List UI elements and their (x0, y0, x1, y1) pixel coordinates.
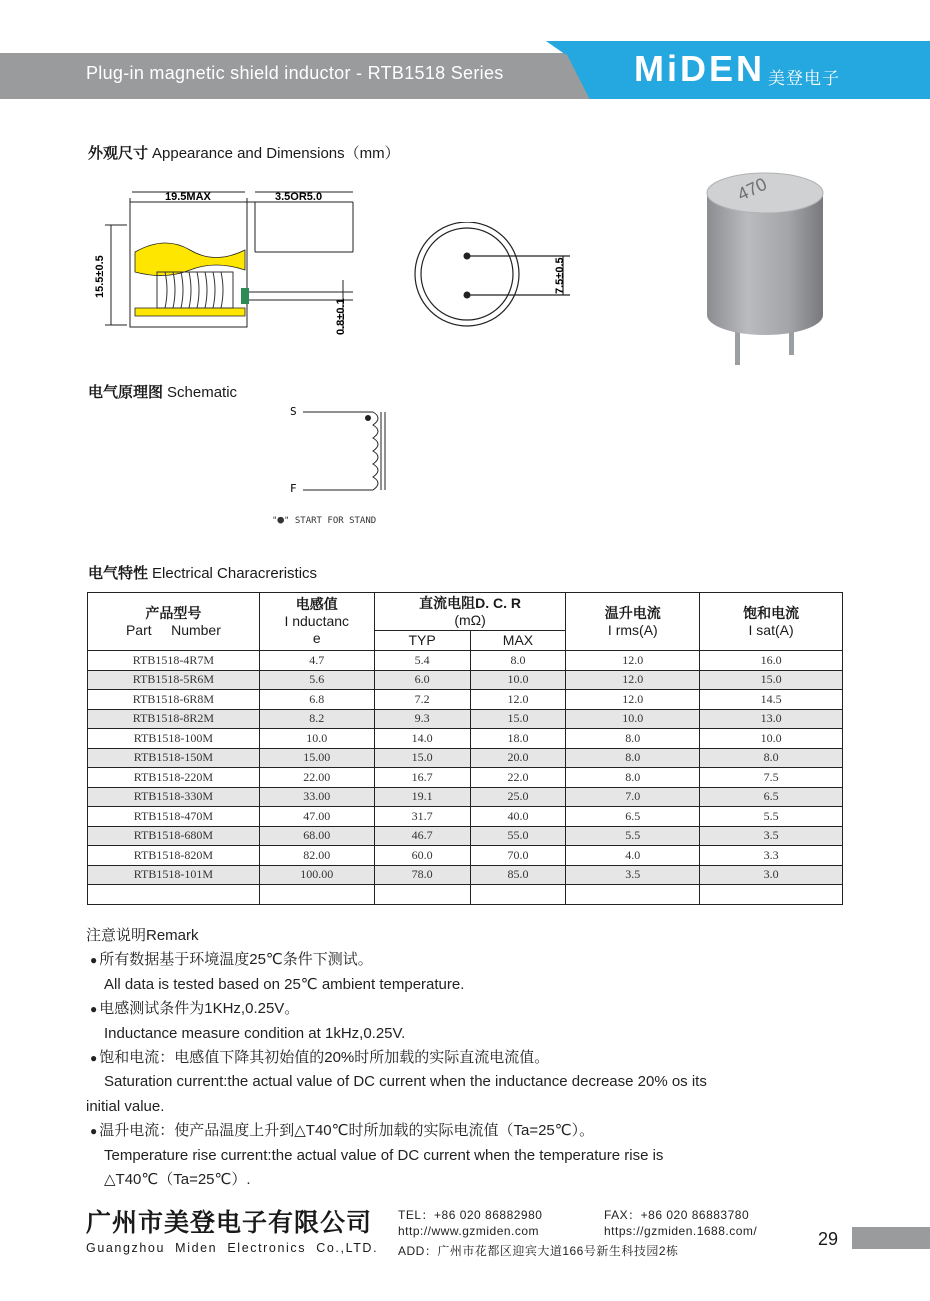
lead-green-mark (241, 288, 249, 304)
electrical-heading-en: Electrical Characreristics (152, 565, 318, 582)
table-cell: 46.7 (374, 826, 470, 846)
table-cell: 3.3 (700, 846, 843, 866)
table-cell: 33.00 (259, 787, 374, 807)
table-cell: 7.2 (374, 690, 470, 710)
table-cell: 16.7 (374, 768, 470, 788)
table-cell: 15.00 (259, 748, 374, 768)
table-cell: 12.0 (470, 690, 566, 710)
remark-2-en: Inductance measure condition at 1kHz,0.25V. (104, 1024, 406, 1042)
electrical-heading (88, 562, 317, 583)
table-cell: 15.0 (470, 709, 566, 729)
table-cell: RTB1518-4R7M (88, 651, 260, 671)
table-cell: RTB1518-5R6M (88, 670, 260, 690)
table-row (88, 807, 843, 827)
remark-3-en-cont: initial value. (86, 1097, 165, 1115)
table-cell: 22.0 (470, 768, 566, 788)
remark-2-cn: ● 电感测试条件为1KHz,0.25V。 (86, 997, 846, 1021)
footer-address: ADD：广州市花都区迎宾大道166号新生科技园2栋 (398, 1244, 679, 1258)
th-isat (700, 593, 843, 651)
th-dcr (374, 593, 566, 631)
table-cell: 10.0 (470, 670, 566, 690)
remark-1-en: All data is tested based on 25℃ ambient temperature. (104, 975, 465, 993)
bottom-view-drawing (405, 222, 575, 327)
table-cell: 47.00 (259, 807, 374, 827)
table-cell: 19.1 (374, 787, 470, 807)
table-cell: 8.0 (566, 748, 700, 768)
table-cell: 14.0 (374, 729, 470, 749)
note-quote-open: " (272, 516, 278, 526)
spec-table-body (88, 651, 843, 905)
appearance-heading (88, 142, 400, 163)
table-cell: 6.5 (566, 807, 700, 827)
dim-width-label: 19.5MAX (165, 191, 211, 203)
table-cell: 8.0 (566, 768, 700, 788)
appearance-heading-cn: 外观尺寸 (88, 145, 149, 162)
table-row (88, 787, 843, 807)
table-cell: 8.0 (470, 651, 566, 671)
table-cell: 7.5 (700, 768, 843, 788)
table-row (88, 709, 843, 729)
coil-windings (157, 272, 233, 308)
table-cell: 9.3 (374, 709, 470, 729)
table-cell: 31.7 (374, 807, 470, 827)
label-f: F (290, 482, 297, 495)
pin-hole-top (464, 253, 471, 260)
remark-4-en-cont: △T40℃（Ta=25℃）. (104, 1171, 251, 1189)
product-marking: 470 (734, 173, 770, 205)
brand-logo-cn: 美登电子 (768, 69, 840, 88)
table-cell: 15.0 (700, 670, 843, 690)
company-name-cn: 广州市美登电子有限公司 (86, 1209, 373, 1237)
table-cell: 6.8 (259, 690, 374, 710)
table-cell (88, 885, 260, 905)
pin-hole-bottom (464, 292, 471, 299)
table-cell: 5.5 (566, 826, 700, 846)
table-cell: 22.00 (259, 768, 374, 788)
table-row (88, 826, 843, 846)
start-dot (365, 415, 371, 421)
th-dcr-unit: (mΩ) (454, 611, 486, 628)
table-cell (566, 885, 700, 905)
th-ind-en: I nductanc (284, 613, 350, 629)
table-cell: RTB1518-8R2M (88, 709, 260, 729)
table-cell: RTB1518-101M (88, 865, 260, 885)
footer-website[interactable]: http://www.gzmiden.com (398, 1224, 540, 1238)
table-cell: 8.0 (566, 729, 700, 749)
coil-symbol (373, 412, 378, 490)
table-cell: 3.5 (566, 865, 700, 885)
table-cell (700, 885, 843, 905)
remark-4-cn: ● 温升电流：使产品温度上升到△T40℃时所加载的实际电流值（Ta=25℃）。 (86, 1119, 846, 1143)
schematic-heading-cn: 电气原理图 (88, 384, 164, 401)
table-cell: 8.2 (259, 709, 374, 729)
brand-logo: MiDEN (634, 48, 765, 89)
schematic-diagram (285, 400, 405, 500)
th-part-en: Part Number (125, 621, 221, 638)
table-cell: RTB1518-150M (88, 748, 260, 768)
table-cell: 60.0 (374, 846, 470, 866)
footer-tel: TEL：+86 020 86882980 (398, 1208, 543, 1222)
table-cell: 70.0 (470, 846, 566, 866)
th-inductance (259, 593, 374, 651)
th-part-cn: 产品型号 (145, 604, 202, 621)
th-isat-en: I sat(A) (748, 621, 794, 638)
th-irms (566, 593, 700, 651)
page-title: Plug-in magnetic shield inductor - RTB1518 Series (86, 63, 504, 83)
company-name-en: Guangzhou Miden Electronics Co.,LTD. (86, 1241, 379, 1255)
schematic-heading (88, 381, 237, 402)
table-cell: RTB1518-330M (88, 787, 260, 807)
th-irms-en: I rms(A) (607, 621, 658, 638)
remark-3-cn: ● 饱和电流：电感值下降其初始值的20%时所加载的实际直流电流值。 (86, 1046, 846, 1070)
table-cell: 4.0 (566, 846, 700, 866)
table-cell: 14.5 (700, 690, 843, 710)
table-cell: 68.00 (259, 826, 374, 846)
remark-1-cn: ● 所有数据基于环境温度25℃条件下测试。 (86, 948, 846, 972)
table-cell: 16.0 (700, 651, 843, 671)
page-number-bar (852, 1227, 930, 1249)
table-cell (259, 885, 374, 905)
table-cell: 8.0 (700, 748, 843, 768)
dim-height-label: 15.5±0.5 (94, 255, 106, 298)
table-row (88, 748, 843, 768)
table-cell: 4.7 (259, 651, 374, 671)
table-cell: 55.0 (470, 826, 566, 846)
page-number: 29 (818, 1229, 839, 1249)
spec-table (87, 592, 843, 905)
table-cell: 6.5 (700, 787, 843, 807)
note-text: " START FOR STAND (284, 516, 377, 526)
th-part (88, 593, 260, 651)
dim-wire-label: 0.8±0.1 (335, 298, 347, 335)
footer-fax: FAX：+86 020 86883780 (604, 1208, 750, 1222)
product-photo (695, 165, 835, 370)
table-cell: 12.0 (566, 690, 700, 710)
th-dcr-cn: 直流电阻D. C. R (419, 594, 521, 611)
table-cell: 5.5 (700, 807, 843, 827)
table-row (88, 885, 843, 905)
table-cell: 20.0 (470, 748, 566, 768)
th-ind-cn: 电感值 (295, 596, 338, 612)
th-irms-cn: 温升电流 (604, 604, 661, 621)
th-max: MAX (470, 631, 566, 651)
table-cell: RTB1518-100M (88, 729, 260, 749)
table-row (88, 768, 843, 788)
table-cell: 5.4 (374, 651, 470, 671)
schematic-heading-en: Schematic (167, 384, 238, 401)
table-row (88, 651, 843, 671)
table-cell: 3.0 (700, 865, 843, 885)
table-cell: 3.5 (700, 826, 843, 846)
electrical-heading-cn: 电气特性 (88, 565, 149, 582)
table-cell: 7.0 (566, 787, 700, 807)
table-cell: RTB1518-220M (88, 768, 260, 788)
table-cell: 10.0 (566, 709, 700, 729)
table-row (88, 729, 843, 749)
table-row (88, 670, 843, 690)
table-cell: 12.0 (566, 651, 700, 671)
table-cell: RTB1518-470M (88, 807, 260, 827)
table-cell: 40.0 (470, 807, 566, 827)
bottom-outer-circle (415, 222, 519, 326)
th-ind-en2: e (312, 630, 321, 646)
table-cell: 82.00 (259, 846, 374, 866)
table-cell: 78.0 (374, 865, 470, 885)
table-cell: RTB1518-680M (88, 826, 260, 846)
dim-pitch-label: 7.5±0.5 (554, 257, 566, 294)
table-cell: 13.0 (700, 709, 843, 729)
remark-heading: 注意说明Remark (86, 927, 199, 944)
table-cell: 100.00 (259, 865, 374, 885)
table-cell: 10.0 (259, 729, 374, 749)
appearance-heading-en: Appearance and Dimensions（mm） (152, 145, 400, 162)
table-cell: 18.0 (470, 729, 566, 749)
table-cell: 5.6 (259, 670, 374, 690)
table-row (88, 846, 843, 866)
table-cell: RTB1518-820M (88, 846, 260, 866)
dim-lead-label: 3.5OR5.0 (275, 191, 323, 203)
table-cell: 25.0 (470, 787, 566, 807)
remarks (86, 924, 846, 1192)
footer-shop-link[interactable]: https://gzmiden.1688.com/ (604, 1224, 758, 1238)
remark-3-en: Saturation current:the actual value of DC current when the inductance decrease 20% os its (104, 1073, 707, 1091)
table-cell: 6.0 (374, 670, 470, 690)
table-cell (470, 885, 566, 905)
th-isat-cn: 饱和电流 (743, 604, 800, 621)
schematic-note (272, 513, 376, 526)
remark-4-en: Temperature rise current:the actual value of DC current when the temperature rise is (104, 1146, 664, 1164)
product-body (707, 193, 823, 335)
th-typ: TYP (374, 631, 470, 651)
table-cell (374, 885, 470, 905)
table-cell: 10.0 (700, 729, 843, 749)
table-cell: 85.0 (470, 865, 566, 885)
table-row (88, 865, 843, 885)
table-cell: RTB1518-6R8M (88, 690, 260, 710)
table-cell: 15.0 (374, 748, 470, 768)
bottom-inner-circle (421, 228, 513, 320)
table-cell: 12.0 (566, 670, 700, 690)
table-row (88, 690, 843, 710)
start-dot-icon: ● (277, 513, 285, 526)
core-yellow-bottom (135, 308, 245, 316)
label-s: S (290, 405, 297, 418)
side-view-drawing (85, 180, 385, 345)
core-yellow-top (135, 243, 245, 276)
